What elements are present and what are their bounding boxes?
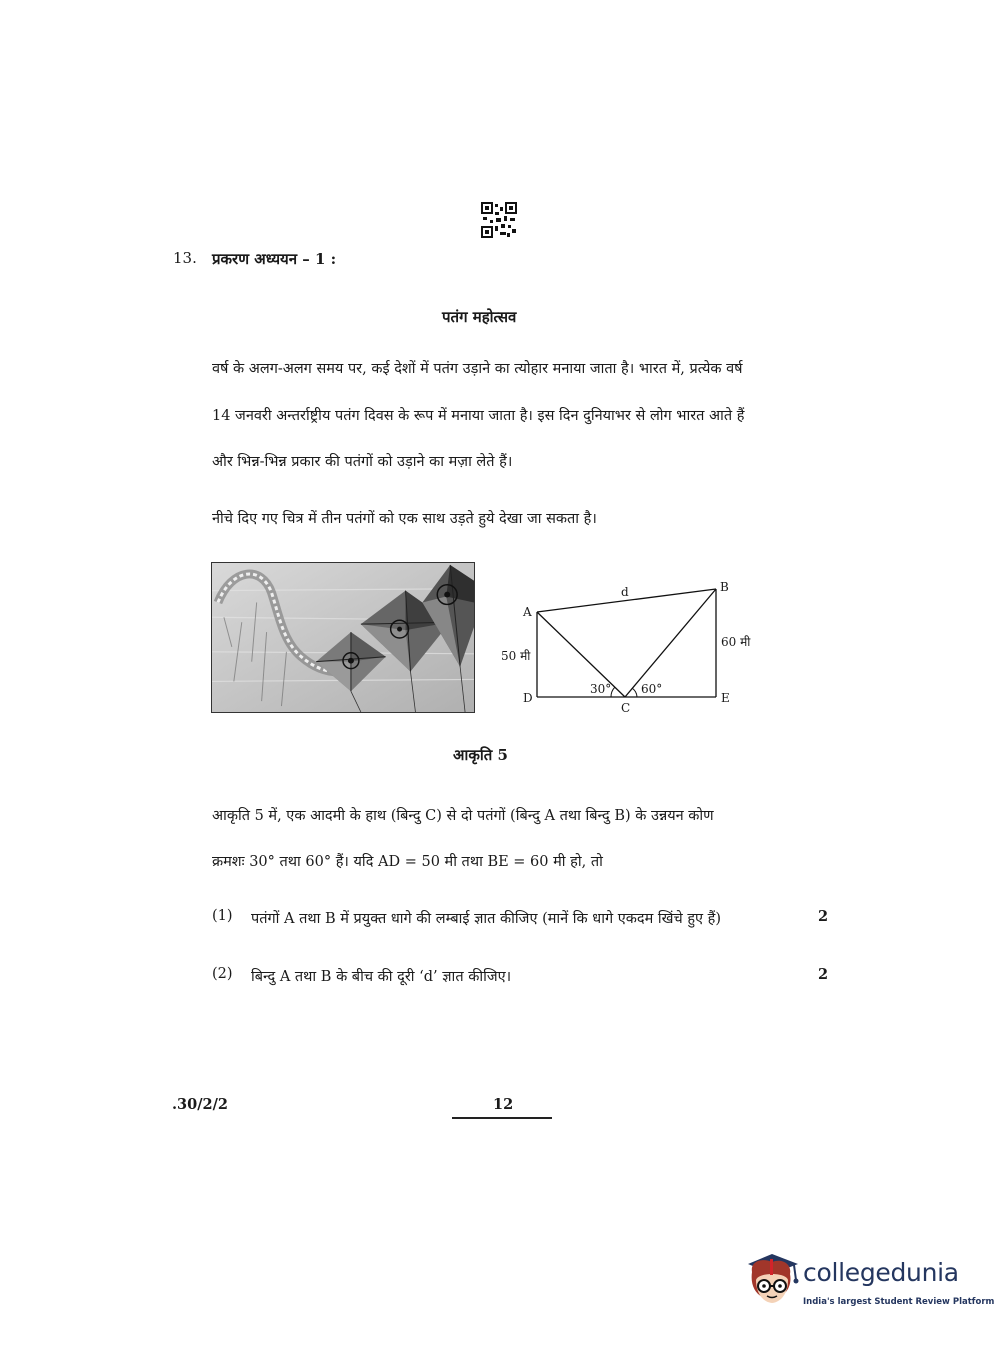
label-d: d [621, 585, 629, 599]
kite-geometry-diagram [498, 576, 758, 718]
page-number: 12 [493, 1096, 514, 1113]
segment-AC [537, 612, 625, 697]
passage-line-2: 14 जनवरी अन्तर्राष्ट्रीय पतंग दिवस के रूप में मनाया जाता है। इस दिन दुनियाभर से लोग भारत आते हैं [212, 408, 745, 424]
watermark-brand-name: collegedunia [803, 1258, 959, 1287]
angle-arc-left [611, 687, 615, 697]
item-1-number: (1) [212, 908, 233, 924]
mascot-logo-icon [742, 1250, 802, 1308]
figure-label: आकृति 5 [453, 746, 508, 764]
statement-line-2: क्रमशः 30° तथा 60° हैं। यदि AD = 50 मी तथा BE = 60 मी हो, तो [212, 854, 603, 870]
label-B: B [720, 580, 729, 594]
label-AD-length: 50 मी [501, 649, 531, 663]
passage-line-1: वर्ष के अलग-अलग समय पर, कई देशों में पतंग उड़ाने का त्योहार मनाया जाता है। भारत में, प्रत्येक वर्ष [212, 361, 743, 377]
qr-code-icon [481, 202, 517, 238]
page-number-underline [452, 1117, 552, 1119]
statement-line-1: आकृति 5 में, एक आदमी के हाथ (बिन्दु C) से दो पतंगों (बिन्दु A तथा बिन्दु B) के उन्नयन कोण [212, 808, 714, 824]
item-1-marks: 2 [818, 908, 829, 925]
label-BE-length: 60 मी [721, 635, 751, 649]
watermark-tagline: India's largest Student Review Platform [803, 1297, 995, 1307]
label-D: D [523, 691, 533, 705]
kites-photo [211, 562, 475, 713]
question-number: 13. [173, 249, 197, 267]
angle-arc-right [632, 688, 637, 697]
passage-title: पतंग महोत्सव [442, 308, 517, 326]
item-1-text: पतंगों A तथा B में प्रयुक्त धागे की लम्बाई ज्ञात कीजिए (मानें कि धागे एकदम खिंचे हुए हैं) [251, 911, 722, 927]
item-2-marks: 2 [818, 966, 829, 983]
angle-label-30: 30° [590, 682, 612, 696]
passage-line-3: और भिन्न-भिन्न प्रकार की पतंगों को उड़ाने का मज़ा लेते हैं। [212, 454, 513, 470]
figure-intro: नीचे दिए गए चित्र में तीन पतंगों को एक साथ उड़ते हुये देखा जा सकता है। [212, 511, 597, 527]
question-title: प्रकरण अध्ययन – 1 : [212, 250, 337, 268]
label-E: E [721, 691, 730, 705]
angle-label-60: 60° [641, 682, 663, 696]
item-2-text: बिन्दु A तथा B के बीच की दूरी ‘d’ ज्ञात कीजिए। [251, 969, 512, 985]
label-A: A [523, 605, 532, 619]
item-2-number: (2) [212, 966, 233, 982]
segment-CB [625, 589, 716, 697]
paper-code: .30/2/2 [172, 1096, 228, 1113]
label-C: C [621, 701, 631, 715]
